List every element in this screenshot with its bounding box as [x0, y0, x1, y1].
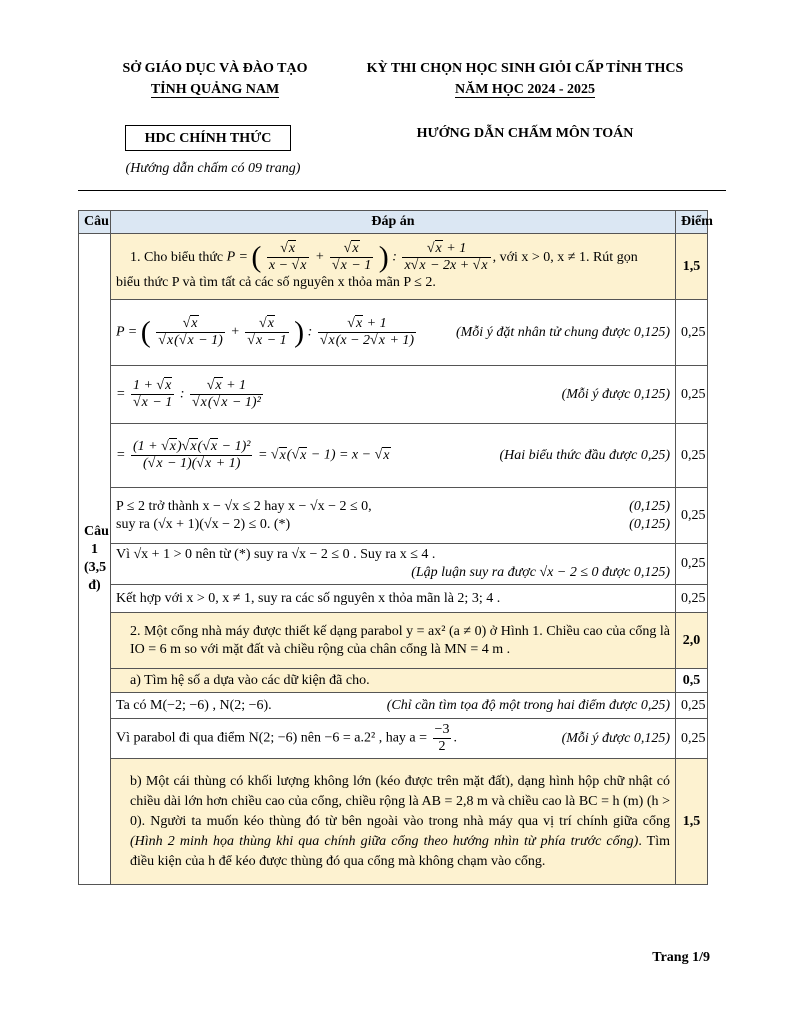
table-row — [79, 366, 708, 424]
table-row — [79, 300, 708, 366]
problem-1-points: 1,5 — [676, 234, 708, 300]
part-a-points: 0,5 — [676, 669, 708, 693]
step-4-line-2: suy ra (√x + 1)(√x − 2) ≤ 0. (*) — [116, 516, 291, 532]
step-5-points: 0,25 — [676, 544, 708, 585]
table-row — [79, 424, 708, 488]
part-a-statement: a) Tìm hệ số a dựa vào các dữ kiện đã cho. — [130, 672, 370, 688]
step-2-formula: = $\frac{1 + √x}{√x - 1}$ : $\frac{√x + 1}{\text{√x(√x − 1)²}}$ — [116, 378, 261, 410]
header-question: Câu — [79, 211, 111, 234]
step-4-note-1: (0,125) — [629, 498, 670, 514]
grading-table — [78, 210, 713, 885]
question-label: Câu 1 — [84, 524, 109, 557]
part-b-statement: b) Một cái thùng có khối lượng không lớn (kéo được trên mặt đất), dạng hình hộp chữ nhật có chiều dài lớn hơn chiều cao của cổng, chiều rộng là AB = 2,8 m và chiều cao là BC = h (m) (h > 0). Người ta muốn kéo thùng đó từ bên ngoài vào trong nhà máy qua vị trí chính giữa cổng (Hình 2 minh họa thùng khi qua chính giữa cổng theo hướng nhìn từ phía trước cổng). Tìm điều kiện của h để kéo được thùng đó qua cổng mà không chạm vào cổng. — [130, 773, 670, 869]
part-a-step-1-note: (Chỉ cần tìm tọa độ một trong hai điểm được 0,25) — [386, 697, 670, 713]
table-row — [79, 544, 708, 585]
step-2-note: (Mỗi ý được 0,125) — [561, 386, 670, 402]
problem-1-condition: , với x > 0, x ≠ 1. Rút gọn — [492, 249, 638, 265]
table-row — [79, 693, 708, 719]
problem-1-task: biểu thức P và tìm tất cả các số nguyên x thỏa mãn P ≤ 2. — [116, 275, 436, 290]
step-1-points: 0,25 — [676, 300, 708, 366]
step-1-note: (Mỗi ý đặt nhân tử chung được 0,125) — [455, 324, 670, 340]
step-4-note-2: (0,125) — [629, 516, 670, 532]
step-6-line: Kết hợp với x > 0, x ≠ 1, suy ra các số nguyên x thỏa mãn là 2; 3; 4 . — [111, 585, 676, 613]
department-name: SỞ GIÁO DỤC VÀ ĐÀO TẠO — [122, 61, 308, 76]
step-5-note: (Lập luận suy ra được √x − 2 ≤ 0 được 0,125) — [411, 565, 670, 580]
subject-title: HƯỚNG DẪN CHẤM MÔN TOÁN — [416, 126, 634, 141]
exam-header — [335, 58, 715, 100]
table-row — [79, 585, 708, 613]
exam-name: KỲ THI CHỌN HỌC SINH GIỎI CẤP TỈNH THCS — [366, 61, 684, 76]
part-a-step-2-note: (Mỗi ý được 0,125) — [561, 730, 670, 746]
step-2-points: 0,25 — [676, 366, 708, 424]
table-row — [79, 669, 708, 693]
province-name: TỈNH QUẢNG NAM — [150, 82, 280, 97]
step-5-line: Vì √x + 1 > 0 nên từ (*) suy ra √x − 2 ≤ 0 . Suy ra x ≤ 4 . — [116, 547, 436, 562]
question-points: (3,5 đ) — [84, 560, 107, 593]
department-header — [90, 58, 340, 100]
header-divider — [78, 190, 726, 191]
part-a-step-2-points: 0,25 — [676, 719, 708, 759]
question-cell — [79, 234, 111, 885]
part-a-step-1: Ta có M(−2; −6) , N(2; −6). — [116, 697, 272, 713]
pages-note: (Hướng dẫn chấm có 09 trang) — [125, 161, 301, 176]
table-row: Vì parabol đi qua điểm N(2; −6) nên −6 = a.2² , hay a = $\frac{-3}{2}$ . (Mỗi ý được 0,125) 0,25 — [79, 719, 708, 759]
part-a-step-2: Vì parabol đi qua điểm N(2; −6) nên −6 = a.2² , hay a = — [116, 730, 428, 746]
step-6-points: 0,25 — [676, 585, 708, 613]
part-b-figure-note: (Hình 2 minh họa thùng khi qua chính giữa cổng theo hướng nhìn từ phía trước cổng) — [130, 833, 639, 849]
school-year: NĂM HỌC 2024 - 2025 — [455, 82, 595, 97]
part-a-step-1-points: 0,25 — [676, 693, 708, 719]
step-3-formula: = $\frac{\text{(1 + √x)√x(√x − 1)²}}{(√x - 1)(√x + 1)}$ = √x(√x − 1) = x − √x — [116, 439, 390, 471]
table-row — [79, 234, 708, 300]
step-3-note: (Hai biểu thức đầu được 0,25) — [499, 447, 670, 463]
problem-1-statement — [111, 234, 676, 300]
problem-1-formula: P = ( $\frac{√x}{x - √x}$ + $\frac{√x}{√x - 1}$ ) : $\frac{√x + 1}{x√x - 2x + √x}$ — [227, 241, 493, 274]
table-row — [79, 613, 708, 669]
step-4-points: 0,25 — [676, 488, 708, 544]
step-3-points: 0,25 — [676, 424, 708, 488]
table-row — [79, 759, 708, 885]
problem-2-points: 2,0 — [676, 613, 708, 669]
problem-1-intro: 1. Cho biểu thức — [130, 249, 224, 265]
part-b-points: 1,5 — [676, 759, 708, 885]
fraction-numerator: −3 — [434, 722, 450, 737]
table-header-row — [79, 211, 708, 234]
header-points: Điểm — [676, 211, 708, 234]
problem-2-statement: 2. Một cổng nhà máy được thiết kế dạng parabol y = ax² (a ≠ 0) ở Hình 1. Chiều cao của cổng là IO = 6 m so với mặt đất và chiều rộng của chân cổng là MN = 4 m . — [130, 623, 670, 657]
official-label: HDC CHÍNH THỨC — [125, 125, 291, 151]
header-answer: Đáp án — [111, 211, 676, 234]
table-row — [79, 488, 708, 544]
fraction-denominator: 2 — [438, 739, 446, 754]
step-1-formula: P = ( $\frac{√x}{√x(√x - 1)}$ + $\frac{√x}{√x - 1}$ ) : $\frac{√x + 1}{√x(x - 2√x + 1)}$ — [116, 315, 415, 349]
page-number: Trang 1/9 — [652, 950, 710, 965]
step-4-line-1: P ≤ 2 trở thành x − √x ≤ 2 hay x − √x − 2 ≤ 0, — [116, 498, 372, 514]
